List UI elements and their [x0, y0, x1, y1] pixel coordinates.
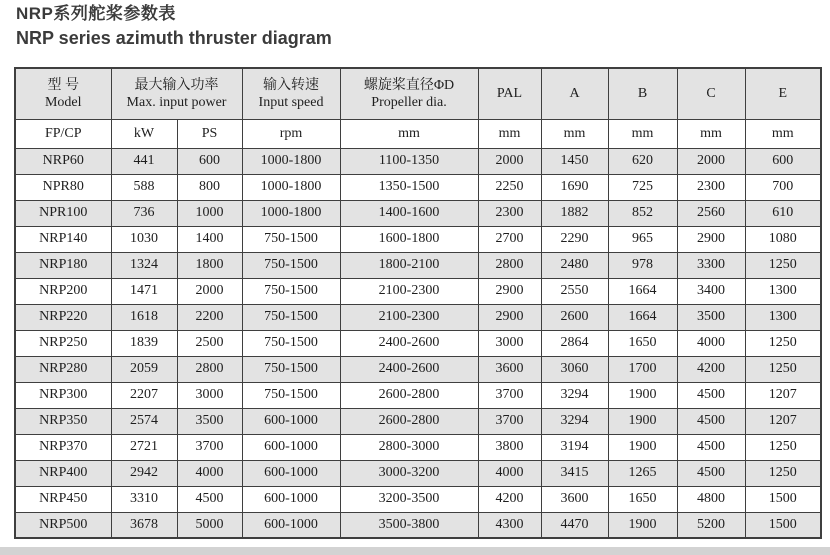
table-row [15, 512, 821, 538]
value-cell: 1664 [608, 304, 677, 330]
value-cell: 1900 [608, 434, 677, 460]
value-cell: 1100-1350 [340, 148, 478, 174]
col-header-a: A [541, 68, 608, 119]
table-row [15, 278, 821, 304]
value-cell: 725 [608, 174, 677, 200]
thruster-parameter-table [14, 67, 822, 539]
value-cell: 852 [608, 200, 677, 226]
value-cell: 2900 [478, 278, 541, 304]
value-cell: 1618 [111, 304, 177, 330]
value-cell: 3500 [677, 304, 745, 330]
value-cell: 1207 [745, 408, 821, 434]
value-cell: 600-1000 [242, 512, 340, 538]
value-cell: 1030 [111, 226, 177, 252]
value-cell: 1839 [111, 330, 177, 356]
value-cell: 1265 [608, 460, 677, 486]
table-row [15, 148, 821, 174]
col-header-power-en: Max. input power [126, 94, 227, 110]
value-cell: 2400-2600 [340, 330, 478, 356]
value-cell: 600 [177, 148, 242, 174]
value-cell: 1800-2100 [340, 252, 478, 278]
unit-cell-4: mm [340, 119, 478, 148]
unit-cell-2: PS [177, 119, 242, 148]
value-cell: 3700 [177, 434, 242, 460]
value-cell: 4500 [177, 486, 242, 512]
value-cell: 3300 [677, 252, 745, 278]
value-cell: 4300 [478, 512, 541, 538]
unit-cell-3: rpm [242, 119, 340, 148]
model-cell: NRP400 [15, 460, 111, 486]
value-cell: 2900 [478, 304, 541, 330]
model-cell: NRP60 [15, 148, 111, 174]
value-cell: 2560 [677, 200, 745, 226]
value-cell: 4200 [478, 486, 541, 512]
col-header-power-zh: 最大输入功率 [134, 77, 219, 93]
value-cell: 3310 [111, 486, 177, 512]
value-cell: 750-1500 [242, 252, 340, 278]
value-cell: 3294 [541, 408, 608, 434]
col-header-pal: PAL [478, 68, 541, 119]
value-cell: 1250 [745, 460, 821, 486]
value-cell: 1900 [608, 382, 677, 408]
value-cell: 2207 [111, 382, 177, 408]
value-cell: 2250 [478, 174, 541, 200]
value-cell: 4200 [677, 356, 745, 382]
value-cell: 4800 [677, 486, 745, 512]
value-cell: 4500 [677, 382, 745, 408]
value-cell: 700 [745, 174, 821, 200]
col-header-dia-en: Propeller dia. [371, 94, 447, 110]
table-row [15, 382, 821, 408]
value-cell: 2900 [677, 226, 745, 252]
col-header-e: E [745, 68, 821, 119]
col-header-c: C [677, 68, 745, 119]
value-cell: 588 [111, 174, 177, 200]
value-cell: 3000 [478, 330, 541, 356]
value-cell: 1690 [541, 174, 608, 200]
value-cell: 4470 [541, 512, 608, 538]
value-cell: 3500-3800 [340, 512, 478, 538]
unit-cell-8: mm [677, 119, 745, 148]
value-cell: 4000 [177, 460, 242, 486]
value-cell: 750-1500 [242, 304, 340, 330]
value-cell: 1400 [177, 226, 242, 252]
value-cell: 1664 [608, 278, 677, 304]
model-cell: NRP220 [15, 304, 111, 330]
col-header-max-input-power [111, 68, 242, 119]
value-cell: 1000-1800 [242, 200, 340, 226]
value-cell: 2200 [177, 304, 242, 330]
value-cell: 620 [608, 148, 677, 174]
unit-cell-1: kW [111, 119, 177, 148]
value-cell: 1900 [608, 408, 677, 434]
unit-cell-9: mm [745, 119, 821, 148]
value-cell: 2480 [541, 252, 608, 278]
value-cell: 1250 [745, 252, 821, 278]
unit-cell-5: mm [478, 119, 541, 148]
value-cell: 4500 [677, 408, 745, 434]
value-cell: 1471 [111, 278, 177, 304]
value-cell: 1250 [745, 356, 821, 382]
table-row [15, 226, 821, 252]
value-cell: 1350-1500 [340, 174, 478, 200]
col-header-propeller-dia [340, 68, 478, 119]
value-cell: 2000 [677, 148, 745, 174]
value-cell: 1500 [745, 486, 821, 512]
value-cell: 1080 [745, 226, 821, 252]
value-cell: 1600-1800 [340, 226, 478, 252]
value-cell: 4000 [677, 330, 745, 356]
value-cell: 2550 [541, 278, 608, 304]
value-cell: 1250 [745, 434, 821, 460]
value-cell: 2600 [541, 304, 608, 330]
table-row [15, 356, 821, 382]
table-row [15, 200, 821, 226]
table-row [15, 486, 821, 512]
col-header-dia-zh: 螺旋桨直径ΦD [363, 77, 455, 93]
value-cell: 610 [745, 200, 821, 226]
value-cell: 2100-2300 [340, 304, 478, 330]
value-cell: 3194 [541, 434, 608, 460]
value-cell: 4500 [677, 460, 745, 486]
value-cell: 750-1500 [242, 330, 340, 356]
value-cell: 3700 [478, 408, 541, 434]
value-cell: 2600-2800 [340, 408, 478, 434]
value-cell: 750-1500 [242, 356, 340, 382]
table-row [15, 304, 821, 330]
value-cell: 600-1000 [242, 486, 340, 512]
value-cell: 2942 [111, 460, 177, 486]
value-cell: 2300 [478, 200, 541, 226]
value-cell: 3800 [478, 434, 541, 460]
model-cell: NRP450 [15, 486, 111, 512]
value-cell: 3400 [677, 278, 745, 304]
table-row [15, 460, 821, 486]
value-cell: 2000 [177, 278, 242, 304]
bottom-strip [0, 547, 830, 555]
value-cell: 3600 [541, 486, 608, 512]
value-cell: 3000-3200 [340, 460, 478, 486]
table-row [15, 434, 821, 460]
table-body [15, 148, 821, 538]
value-cell: 2800-3000 [340, 434, 478, 460]
value-cell: 1000 [177, 200, 242, 226]
col-header-model-zh: 型 号 [47, 77, 79, 93]
value-cell: 1800 [177, 252, 242, 278]
value-cell: 2000 [478, 148, 541, 174]
value-cell: 4000 [478, 460, 541, 486]
model-cell: NRP250 [15, 330, 111, 356]
value-cell: 2700 [478, 226, 541, 252]
value-cell: 3700 [478, 382, 541, 408]
value-cell: 1900 [608, 512, 677, 538]
model-cell: NRP140 [15, 226, 111, 252]
value-cell: 2864 [541, 330, 608, 356]
value-cell: 1400-1600 [340, 200, 478, 226]
value-cell: 5000 [177, 512, 242, 538]
value-cell: 1300 [745, 304, 821, 330]
col-header-model-en: Model [44, 94, 82, 110]
value-cell: 1882 [541, 200, 608, 226]
model-cell: NRP180 [15, 252, 111, 278]
unit-cell-6: mm [541, 119, 608, 148]
value-cell: 2300 [677, 174, 745, 200]
table-units-row [15, 119, 821, 148]
model-cell: NRP350 [15, 408, 111, 434]
value-cell: 600-1000 [242, 460, 340, 486]
value-cell: 3000 [177, 382, 242, 408]
value-cell: 2400-2600 [340, 356, 478, 382]
col-header-model [15, 68, 111, 119]
value-cell: 1250 [745, 330, 821, 356]
value-cell: 1300 [745, 278, 821, 304]
value-cell: 965 [608, 226, 677, 252]
value-cell: 3600 [478, 356, 541, 382]
value-cell: 1650 [608, 486, 677, 512]
value-cell: 1000-1800 [242, 148, 340, 174]
unit-cell-0: FP/CP [15, 119, 111, 148]
model-cell: NRP200 [15, 278, 111, 304]
value-cell: 600-1000 [242, 434, 340, 460]
col-header-speed-en: Input speed [258, 94, 324, 110]
table-row [15, 252, 821, 278]
value-cell: 750-1500 [242, 226, 340, 252]
value-cell: 1650 [608, 330, 677, 356]
value-cell: 3294 [541, 382, 608, 408]
value-cell: 800 [177, 174, 242, 200]
page-title-english: NRP series azimuth thruster diagram [16, 28, 332, 48]
value-cell: 600 [745, 148, 821, 174]
col-header-speed-zh: 输入转速 [263, 77, 319, 93]
model-cell: NRP280 [15, 356, 111, 382]
model-cell: NPR100 [15, 200, 111, 226]
value-cell: 4500 [677, 434, 745, 460]
value-cell: 2600-2800 [340, 382, 478, 408]
value-cell: 750-1500 [242, 278, 340, 304]
table-row [15, 330, 821, 356]
value-cell: 5200 [677, 512, 745, 538]
value-cell: 3500 [177, 408, 242, 434]
value-cell: 1700 [608, 356, 677, 382]
value-cell: 3678 [111, 512, 177, 538]
table-row [15, 174, 821, 200]
unit-cell-7: mm [608, 119, 677, 148]
value-cell: 978 [608, 252, 677, 278]
col-header-b: B [608, 68, 677, 119]
value-cell: 736 [111, 200, 177, 226]
value-cell: 600-1000 [242, 408, 340, 434]
model-cell: NRP300 [15, 382, 111, 408]
page-title-chinese: NRP系列舵桨参数表 [16, 4, 176, 23]
value-cell: 1500 [745, 512, 821, 538]
value-cell: 1324 [111, 252, 177, 278]
value-cell: 3060 [541, 356, 608, 382]
table-row [15, 408, 821, 434]
value-cell: 2574 [111, 408, 177, 434]
value-cell: 2100-2300 [340, 278, 478, 304]
value-cell: 1000-1800 [242, 174, 340, 200]
model-cell: NPR80 [15, 174, 111, 200]
value-cell: 3200-3500 [340, 486, 478, 512]
value-cell: 2800 [177, 356, 242, 382]
value-cell: 2500 [177, 330, 242, 356]
value-cell: 1207 [745, 382, 821, 408]
value-cell: 441 [111, 148, 177, 174]
value-cell: 2290 [541, 226, 608, 252]
value-cell: 2800 [478, 252, 541, 278]
value-cell: 2721 [111, 434, 177, 460]
col-header-input-speed [242, 68, 340, 119]
model-cell: NRP370 [15, 434, 111, 460]
table-header-row [15, 68, 821, 119]
value-cell: 1450 [541, 148, 608, 174]
page-title-block [16, 2, 332, 50]
model-cell: NRP500 [15, 512, 111, 538]
value-cell: 2059 [111, 356, 177, 382]
value-cell: 750-1500 [242, 382, 340, 408]
value-cell: 3415 [541, 460, 608, 486]
